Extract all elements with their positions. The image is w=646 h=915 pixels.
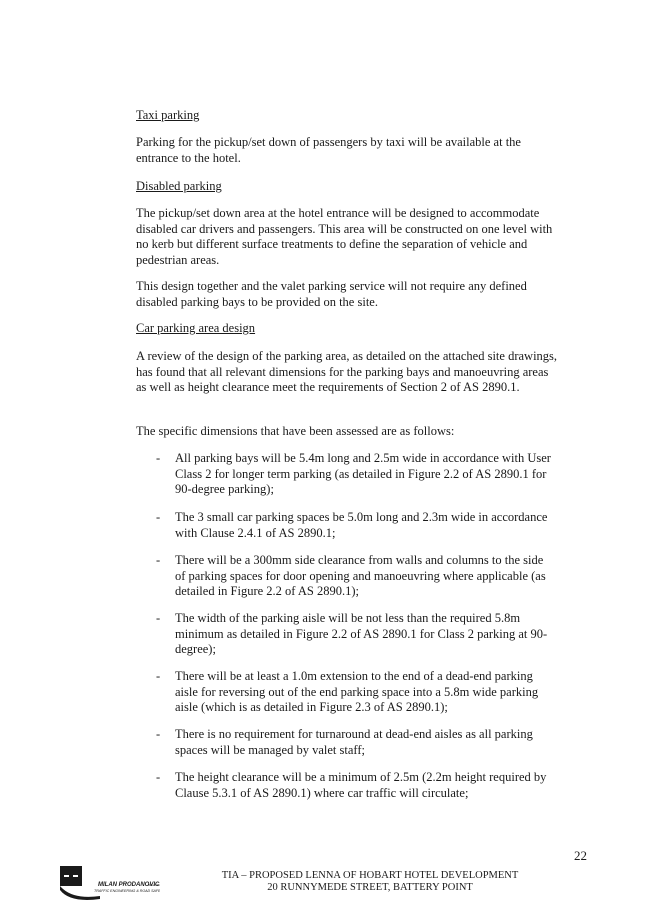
road-logo-icon [60, 862, 160, 902]
bullet-marker: - [156, 451, 161, 465]
company-logo [60, 862, 160, 902]
paragraph: This design together and the valet parking service will not require any defined disabled parking bays to be provided on the site. [136, 279, 527, 309]
paragraph: Parking for the pickup/set down of passengers by taxi will be available at the entrance to the hotel. [136, 135, 521, 165]
list-item: There is no requirement for turnaround at dead-end aisles as all parking spaces will be managed by valet staff; [175, 727, 533, 757]
list-item: All parking bays will be 5.4m long and 2.5m wide in accordance with User Class 2 for longer term parking (as detailed in Figure 2.2 of AS 2890.1 for 90-degree parking); [175, 451, 551, 496]
bullet-marker: - [156, 727, 161, 741]
footer-address: 20 RUNNYMEDE STREET, BATTERY POINT [267, 882, 473, 893]
logo-tagline: TRAFFIC ENGINEERING & ROAD SAFETY [94, 889, 160, 893]
footer-title: TIA – PROPOSED LENNA OF HOBART HOTEL DEVELOPMENT [221, 870, 519, 881]
list-item: The width of the parking aisle will be not less than the required 5.8m minimum as detailed in Figure 2.2 of AS 2890.1 for Class 2 parking at 90-degree); [175, 611, 548, 656]
paragraph: The pickup/set down area at the hotel entrance will be designed to accommodate disabled car drivers and passengers. This area will be constructed on one level with no kerb but different surface treatments to define the separation of vehicle and pedestrian areas. [136, 206, 553, 267]
section-heading-disabled-parking: Disabled parking [136, 179, 222, 193]
bullet-marker: - [156, 611, 161, 625]
page-number: 22 [574, 848, 587, 863]
bullet-marker: - [156, 510, 161, 524]
bullet-marker: - [156, 553, 161, 567]
logo-credentials: B.E. P.E [148, 883, 159, 887]
paragraph: A review of the design of the parking area, as detailed on the attached site drawings, has found that all relevant dimensions for the parking bays and manoeuvring areas as well as height clearance meet the requirements of Section 2 of AS 2890.1. [136, 349, 558, 394]
paragraph: The specific dimensions that have been assessed are as follows: [136, 424, 455, 438]
list-item: There will be at least a 1.0m extension to the end of a dead-end parking aisle for reversing out of the end parking space into a 5.8m wide parking aisle (which is as detailed in Figure 2.3 of AS 2890.1); [175, 669, 539, 714]
logo-name: MILAN PRODANOVIC [98, 882, 160, 888]
bullet-marker: - [156, 770, 161, 784]
list-item: The 3 small car parking spaces be 5.0m long and 2.3m wide in accordance with Clause 2.4.1 of AS 2890.1; [175, 510, 548, 540]
section-heading-car-parking-design: Car parking area design [136, 321, 256, 335]
list-item: There will be a 300mm side clearance from walls and columns to the side of parking spaces for door opening and manoeuvring where applicable (as detailed in Figure 2.2 of AS 2890.1); [175, 553, 546, 598]
section-heading-taxi-parking: Taxi parking [136, 108, 200, 122]
bullet-marker: - [156, 669, 161, 683]
list-item: The height clearance will be a minimum of 2.5m (2.2m height required by Clause 5.3.1 of AS 2890.1) where car traffic will circulate; [175, 770, 547, 800]
